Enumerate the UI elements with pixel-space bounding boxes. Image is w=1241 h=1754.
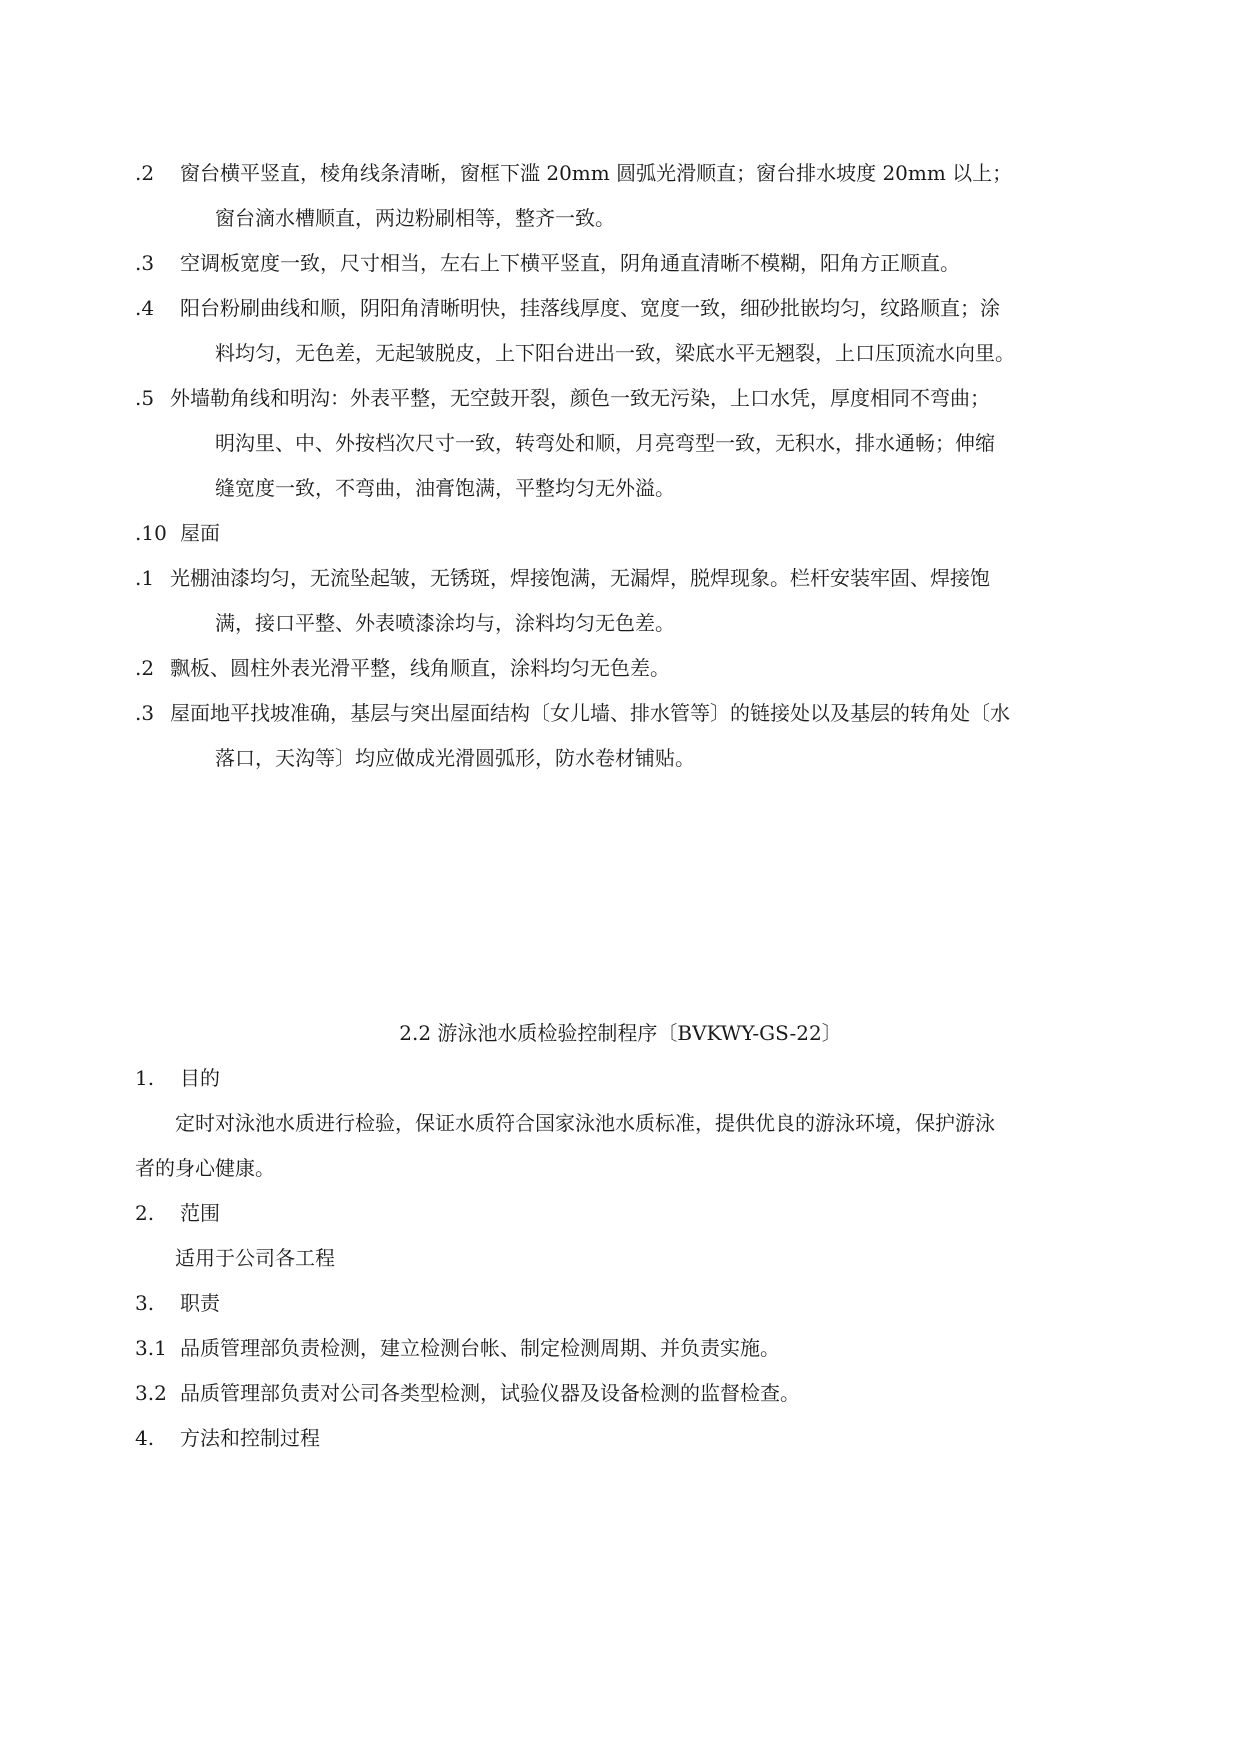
item-text-cont: 落口，天沟等〕均应做成光滑圆弧形，防水卷材铺贴。: [215, 746, 695, 770]
section-heading: 职责: [180, 1291, 220, 1315]
paragraph-text: 定时对泳池水质进行检验，保证水质符合国家泳池水质标准，提供优良的游泳环境，保护游泳: [175, 1111, 995, 1135]
item-number: .5: [135, 386, 155, 410]
item-number: .2: [135, 656, 155, 680]
item-text-cont: 窗台滴水槽顺直，两边粉刷相等，整齐一致。: [215, 206, 615, 230]
item-number: .3: [135, 251, 155, 275]
item-number: .4: [135, 296, 155, 320]
item-text-cont: 料均匀，无色差，无起皱脱皮，上下阳台进出一致，梁底水平无翘裂，上口压顶流水向里。: [215, 341, 1015, 365]
section-heading: 范围: [180, 1201, 220, 1225]
section-heading: 目的: [180, 1066, 220, 1090]
item-text: 光棚油漆均匀，无流坠起皱，无锈斑，焊接饱满，无漏焊，脱焊现象。栏杆安装牢固、焊接饱: [170, 566, 990, 590]
section-number: 4.: [135, 1426, 155, 1450]
item-number: .3: [135, 701, 155, 725]
procedure-title: 2.2 游泳池水质检验控制程序〔BVKWY-GS-22〕: [399, 1021, 842, 1045]
subsection-text: 品质管理部负责检测，建立检测台帐、制定检测周期、并负责实施。: [180, 1336, 780, 1360]
item-text: 飘板、圆柱外表光滑平整，线角顺直，涂料均匀无色差。: [170, 656, 670, 680]
subsection-number: 3.2: [135, 1381, 167, 1405]
item-text: 屋面地平找坡准确，基层与突出屋面结构〔女儿墙、排水管等〕的链接处以及基层的转角处〔水: [170, 701, 1010, 725]
subsection-text: 品质管理部负责对公司各类型检测，试验仪器及设备检测的监督检查。: [180, 1381, 800, 1405]
section-heading: 方法和控制过程: [180, 1426, 320, 1450]
section-heading: 屋面: [180, 521, 220, 545]
item-text: 空调板宽度一致，尺寸相当，左右上下横平竖直，阴角通直清晰不模糊，阳角方正顺直。: [180, 251, 960, 275]
item-text-cont: 满，接口平整、外表喷漆涂均与，涂料均匀无色差。: [215, 611, 675, 635]
section-number: 3.: [135, 1291, 155, 1315]
item-number: .2: [135, 161, 155, 185]
item-text: 阳台粉刷曲线和顺，阴阳角清晰明快，挂落线厚度、宽度一致，细砂批嵌均匀，纹路顺直；涂: [180, 296, 1000, 320]
item-text: 窗台横平竖直，棱角线条清晰，窗框下滥 20mm 圆弧光滑顺直；窗台排水坡度 20mm 以上；: [180, 161, 1013, 185]
subsection-number: 3.1: [135, 1336, 167, 1360]
paragraph-text: 适用于公司各工程: [175, 1246, 335, 1270]
item-number: .1: [135, 566, 155, 590]
item-text-cont: 缝宽度一致，不弯曲，油膏饱满，平整均匀无外溢。: [215, 476, 675, 500]
item-text-cont: 明沟里、中、外按档次尺寸一致，转弯处和顺，月亮弯型一致，无积水，排水通畅；伸缩: [215, 431, 995, 455]
paragraph-text-cont: 者的身心健康。: [135, 1156, 275, 1180]
item-text: 外墙勒角线和明沟：外表平整，无空鼓开裂，颜色一致无污染，上口水凭，厚度相同不弯曲；: [170, 386, 990, 410]
section-number: .10: [135, 521, 167, 545]
section-number: 1.: [135, 1066, 155, 1090]
section-number: 2.: [135, 1201, 155, 1225]
